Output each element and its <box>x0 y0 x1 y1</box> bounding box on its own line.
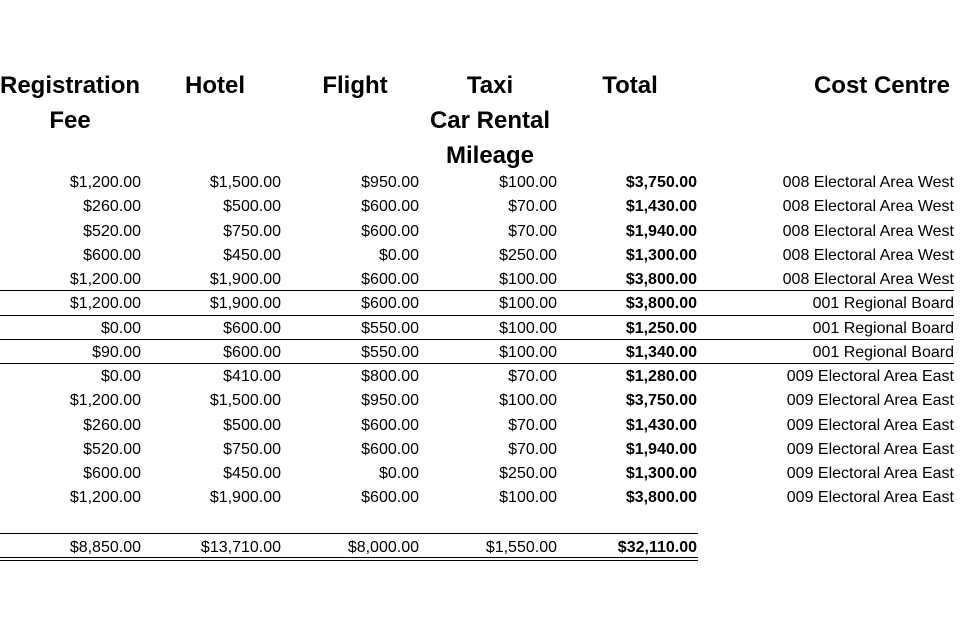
cell-cost-centre: 001 Regional Board <box>812 319 954 337</box>
cell-taxi: $100.00 <box>499 343 557 361</box>
cell-total: $3,800.00 <box>625 271 697 288</box>
cell-cost-centre: 009 Electoral Area East <box>786 440 954 458</box>
header-taxi-line-2: Car Rental <box>429 107 551 134</box>
cell-cost-centre: 009 Electoral Area East <box>786 416 954 434</box>
cell-cost-centre: 008 Electoral Area West <box>782 246 954 264</box>
cell-registration-fee: $520.00 <box>83 440 141 458</box>
table-row <box>0 461 960 485</box>
cell-hotel: $750.00 <box>223 440 281 458</box>
total-taxi: $1,550.00 <box>485 539 557 556</box>
cell-hotel: $600.00 <box>223 343 281 361</box>
cell-flight: $0.00 <box>378 246 419 264</box>
table-row <box>0 243 960 267</box>
cell-registration-fee: $520.00 <box>83 222 141 240</box>
cell-registration-fee: $1,200.00 <box>69 295 141 313</box>
table-row <box>0 485 960 509</box>
total-hotel: $13,710.00 <box>200 539 281 556</box>
cell-hotel: $410.00 <box>223 368 281 385</box>
cell-registration-fee: $600.00 <box>83 465 141 482</box>
cell-cost-centre: 009 Electoral Area East <box>786 489 954 507</box>
cell-total: $1,430.00 <box>625 198 697 216</box>
cell-cost-centre: 008 Electoral Area West <box>782 222 954 240</box>
header-taxi-car-rental-mileage <box>420 68 560 173</box>
cell-hotel: $1,900.00 <box>209 295 281 313</box>
cell-total: $1,340.00 <box>625 343 697 361</box>
table-row <box>0 170 960 194</box>
cell-registration-fee: $1,200.00 <box>69 489 141 507</box>
cell-taxi: $250.00 <box>499 465 557 482</box>
cell-flight: $550.00 <box>361 319 419 337</box>
cell-total: $3,750.00 <box>625 174 697 191</box>
cell-hotel: $500.00 <box>223 198 281 216</box>
cell-taxi: $70.00 <box>508 222 557 240</box>
header-flight: Flight <box>322 72 388 99</box>
header-taxi-line-1: Taxi <box>466 72 514 99</box>
cell-hotel: $750.00 <box>223 222 281 240</box>
cell-flight: $550.00 <box>361 343 419 361</box>
cell-registration-fee: $1,200.00 <box>69 392 141 410</box>
cell-total: $3,800.00 <box>625 489 697 507</box>
table-row <box>0 437 960 461</box>
cell-hotel: $500.00 <box>223 416 281 434</box>
cell-registration-fee: $0.00 <box>100 368 141 385</box>
cell-taxi: $100.00 <box>499 271 557 288</box>
cell-taxi: $70.00 <box>508 198 557 216</box>
table-row <box>0 413 960 437</box>
cell-hotel: $1,900.00 <box>209 271 281 288</box>
totals-top-border <box>0 533 698 534</box>
cell-total: $1,940.00 <box>625 222 697 240</box>
totals-double-underline-1 <box>0 557 698 558</box>
cell-taxi: $70.00 <box>508 440 557 458</box>
cell-registration-fee: $90.00 <box>92 343 141 361</box>
cell-cost-centre: 001 Regional Board <box>812 343 954 361</box>
cell-flight: $600.00 <box>361 440 419 458</box>
table-row <box>0 340 960 364</box>
cell-hotel: $450.00 <box>223 246 281 264</box>
cell-hotel: $1,500.00 <box>209 174 281 191</box>
cell-cost-centre: 009 Electoral Area East <box>786 368 954 385</box>
cell-hotel: $1,900.00 <box>209 489 281 507</box>
cell-flight: $600.00 <box>361 295 419 313</box>
cell-taxi: $70.00 <box>508 416 557 434</box>
cell-cost-centre: 009 Electoral Area East <box>786 465 954 482</box>
table-row <box>0 316 960 340</box>
cell-flight: $950.00 <box>361 392 419 410</box>
table-row <box>0 219 960 243</box>
cell-registration-fee: $600.00 <box>83 246 141 264</box>
cell-cost-centre: 008 Electoral Area West <box>782 271 954 288</box>
header-registration-line-1: Registration <box>0 72 141 99</box>
cell-registration-fee: $0.00 <box>100 319 141 337</box>
grand-total: $32,110.00 <box>617 539 697 556</box>
cell-taxi: $70.00 <box>508 368 557 385</box>
cell-flight: $600.00 <box>361 271 419 288</box>
cell-total: $1,940.00 <box>625 440 697 458</box>
cell-cost-centre: 008 Electoral Area West <box>782 174 954 191</box>
cell-taxi: $100.00 <box>499 174 557 191</box>
cell-hotel: $600.00 <box>223 319 281 337</box>
cell-hotel: $450.00 <box>223 465 281 482</box>
cell-total: $1,430.00 <box>625 416 697 434</box>
table-body <box>0 170 960 510</box>
cell-hotel: $1,500.00 <box>209 392 281 410</box>
total-registration-fee: $8,850.00 <box>69 539 141 556</box>
header-total: Total <box>602 72 658 99</box>
cell-registration-fee: $260.00 <box>83 198 141 216</box>
cell-registration-fee: $1,200.00 <box>69 174 141 191</box>
table-row <box>0 267 960 291</box>
cell-flight: $600.00 <box>361 222 419 240</box>
cell-taxi: $100.00 <box>499 392 557 410</box>
cell-flight: $600.00 <box>361 416 419 434</box>
header-cost-centre: Cost Centre <box>813 72 950 99</box>
table-row <box>0 291 960 315</box>
cell-registration-fee: $260.00 <box>83 416 141 434</box>
header-taxi-line-3: Mileage <box>445 142 535 169</box>
cell-flight: $800.00 <box>361 368 419 385</box>
table-row <box>0 388 960 412</box>
cell-flight: $600.00 <box>361 489 419 507</box>
totals-double-underline-2 <box>0 560 698 561</box>
cell-cost-centre: 001 Regional Board <box>812 295 954 313</box>
cell-taxi: $100.00 <box>499 489 557 507</box>
cell-taxi: $100.00 <box>499 295 557 313</box>
cell-total: $1,300.00 <box>625 465 697 482</box>
cell-flight: $950.00 <box>361 174 419 191</box>
cell-cost-centre: 008 Electoral Area West <box>782 198 954 216</box>
table-row <box>0 364 960 388</box>
cell-total: $3,800.00 <box>625 295 697 313</box>
cell-total: $1,250.00 <box>625 319 697 337</box>
cell-flight: $600.00 <box>361 198 419 216</box>
total-flight: $8,000.00 <box>347 539 419 556</box>
header-hotel: Hotel <box>185 72 245 99</box>
cell-flight: $0.00 <box>378 465 419 482</box>
header-registration-fee <box>0 68 140 138</box>
cell-registration-fee: $1,200.00 <box>69 271 141 288</box>
cell-total: $1,300.00 <box>625 246 697 264</box>
cell-taxi: $250.00 <box>499 246 557 264</box>
cell-total: $1,280.00 <box>625 368 697 385</box>
header-registration-line-2: Fee <box>49 107 91 134</box>
cell-cost-centre: 009 Electoral Area East <box>786 392 954 410</box>
table-row <box>0 194 960 218</box>
cell-total: $3,750.00 <box>625 392 697 410</box>
cell-taxi: $100.00 <box>499 319 557 337</box>
